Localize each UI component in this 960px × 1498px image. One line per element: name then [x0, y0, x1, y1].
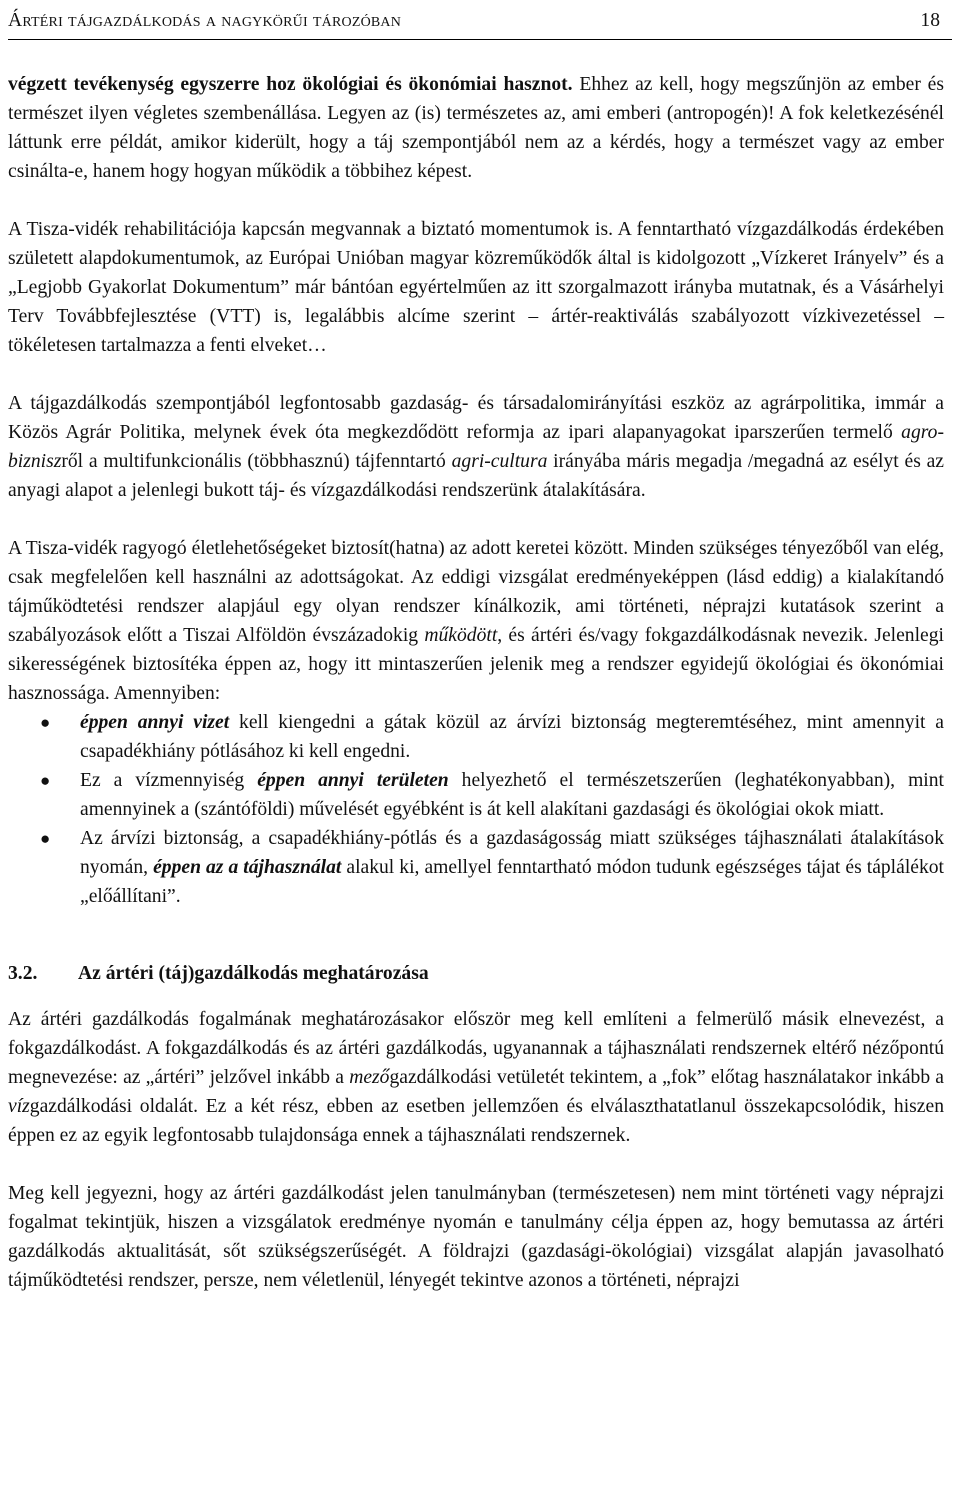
running-title: Ártéri tájgazdálkodás a nagykörűi tározóban	[8, 10, 402, 31]
list-item	[8, 766, 944, 824]
page-number: 18	[920, 10, 940, 31]
list-item	[8, 708, 944, 766]
list-item-emphasis: éppen annyi területen	[257, 770, 449, 791]
paragraph-1-text: Ehhez az kell, hogy megszűnjön az ember és természet ilyen végletes szembenállása. Legyen az (is) természetes az, ami emberi (antropogén)! A fok keletkezésénél láttunk erre példát, amikor kiderült, hogy a táj szempontjából nem az a kérdés, hogy a természet vagy az ember csinálta-e, hanem hogy hogyan működik a többihez képest.	[8, 74, 944, 182]
section-title: Az ártéri (táj)gazdálkodás meghatározása	[78, 963, 429, 984]
paragraph-6: Meg kell jegyezni, hogy az ártéri gazdálkodást jelen tanulmányban (természetesen) nem mint történeti vagy néprajzi fogalmat tekintjük, hiszen a vizsgálatok eredménye nyomán e tanulmány célja éppen az, hogy bemutassa az ártéri gazdálkodás aktualitását, sőt szükségszerűségét. A földrajzi (gazdasági-ökológiai) vizsgálat alapján javasolható tájműködtetési rendszer, persze, nem véletlenül, lényegét tekintve azonos a történeti, néprajzi	[8, 1183, 944, 1291]
section-number: 3.2.	[8, 963, 38, 984]
list-item	[8, 824, 944, 911]
paragraph-5	[8, 1005, 944, 1150]
paragraph-1-bold: végzett tevékenység egyszerre hoz ökológiai és ökonómiai hasznot.	[8, 74, 573, 95]
paragraph-5-text-b: gazdálkodási vetületét tekintem, a „fok” előtag használatakor inkább a	[389, 1067, 945, 1088]
bullet-list	[8, 708, 944, 911]
paragraph-3-text-c: irányába máris megadja /megadná az esélyt és az anyagi alapot a jelenlegi bukott táj- és vízgazdálkodási rendszerünk átalakítására.	[8, 451, 945, 501]
paragraph-3-text-a: A tájgazdálkodás szempontjából legfontosabb gazdaság- és társadalomirányítási eszköz az agrárpolitika, immár a Közös Agrár Politika, melynek évek óta megkezdődött reformja az ipari alapanyagokat iparszerűen termelő	[8, 393, 944, 443]
paragraph-4	[8, 534, 944, 708]
list-item-text: helyezhető el természetszerűen (leghatékonyabban), mint amennyinek a (szántóföldi) művelését egyébként is át kell alakítani gazdasági és ökológiai okok miatt.	[80, 770, 944, 820]
list-item-text: kell kiengedni a gátak közül az árvízi biztonság megteremtéséhez, mint amennyit a csapadékhiány pótlásához ki kell engedni.	[80, 712, 944, 762]
paragraph-5-text-c: gazdálkodási oldalát. Ez a két rész, ebben az esetben jellemzően és elválaszthatatlanul összekapcsolódik, hiszen éppen ez az egyik legfontosabb tulajdonsága ennek a tájhasználati rendszernek.	[8, 1096, 944, 1146]
italic-agri-cultura: agri-cultura	[451, 451, 548, 472]
list-item-text: Az árvízi biztonság, a csapadékhiány-pótlás és a gazdaságosság miatt szükséges tájhasználati átalakítások nyomán,	[80, 828, 944, 878]
list-item-emphasis: éppen az a tájhasználat	[153, 857, 342, 878]
paragraph-4-text-a: A Tisza-vidék ragyogó életlehetőségeket biztosít(hatna) az adott keretei között. Minden szükséges tényezőből van elég, csak megfelelően kell használni az adottságokat. Az eddigi vizsgálat eredményeképpen (lásd eddig) a kialakítandó tájműködtetési rendszer alapjául egy olyan rendszer kínálkozik, ami történeti, néprajzi kutatások szerint a szabályozások előtt a Tiszai Alföldön évszázadokig	[8, 538, 944, 646]
body-text	[8, 70, 944, 1295]
paragraph-1	[8, 70, 944, 186]
paragraph-2: A Tisza-vidék rehabilitációja kapcsán megvannak a biztató momentumok is. A fenntartható vízgazdálkodás érdekében született alapdokumentumok, az Európai Unióban magyar közreműködők által is kidolgozott „Vízkeret Irányelv” és a „Legjobb Gyakorlat Dokumentum” már bántóan egyértelműen az itt szorgalmazott irányba mutatnak, és a Vásárhelyi Terv Továbbfejlesztése (VTT) is, legalábbis alcíme szerint – ártér-reaktiválás szabályozott vízkivezetéssel – tökéletesen tartalmazza a fenti elveket…	[8, 219, 944, 356]
bullet-icon: ●	[40, 713, 51, 732]
paragraph-3-text-b: ről a multifunkcionális (többhasznú) tájfenntartó	[61, 451, 452, 472]
italic-viz: víz	[8, 1096, 30, 1117]
bullet-icon: ●	[40, 771, 51, 790]
paragraph-3	[8, 389, 944, 505]
italic-mukodott: működött	[424, 625, 498, 646]
list-item-text: alakul ki, amellyel fenntartható módon tudunk egészséges tájat és táplálékot „előállítani”.	[80, 857, 945, 907]
paragraph-5-text-a: Az ártéri gazdálkodás fogalmának meghatározásakor először meg kell említeni a felmerülő másik elnevezést, a fokgazdálkodást. A fokgazdálkodás és az ártéri gazdálkodás, ugyanannak a tájhasználati rendszernek eltérő nézőpontú megnevezése: az „ártéri” jelzővel inkább a	[8, 1009, 944, 1088]
paragraph-4-text-b: , és ártéri és/vagy fokgazdálkodásnak nevezik. Jelenlegi sikerességének biztosítéka éppen az, hogy itt mintaszerűen jelenik meg a rendszer egyidejű ökológiai és ökonómiai hasznossága. Amennyiben:	[8, 625, 944, 704]
italic-agro-biznisz: agro-biznisz	[8, 422, 944, 472]
list-item-emphasis: éppen annyi vizet	[80, 712, 230, 733]
list-item-text: Ez a vízmennyiség	[80, 770, 258, 791]
bullet-icon: ●	[40, 829, 51, 848]
section-heading	[8, 959, 944, 988]
page-header	[8, 0, 952, 40]
italic-mezo: mező	[349, 1067, 390, 1088]
